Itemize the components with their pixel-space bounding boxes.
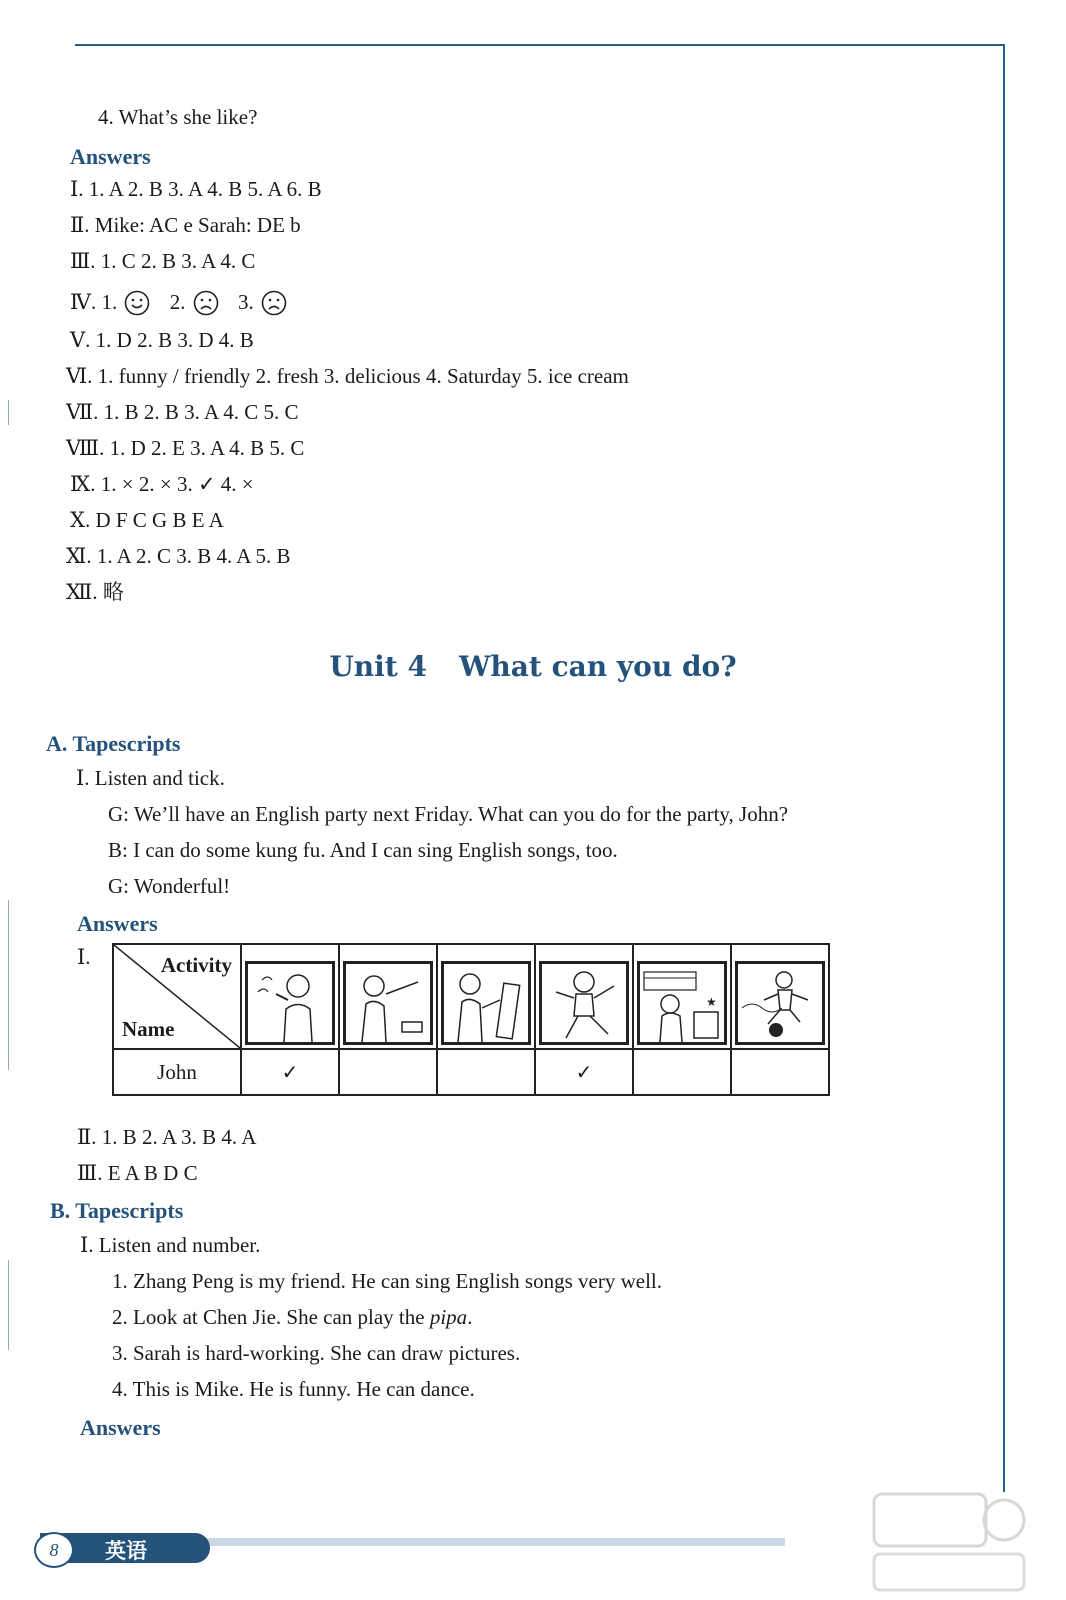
tick-cell <box>339 1049 437 1095</box>
answer-line-4-num3: 3. <box>237 290 254 314</box>
kitchen-icon <box>640 964 724 1042</box>
answer-line-9: Ⅸ. 1. × 2. × 3. ✓ 4. × <box>70 472 254 496</box>
section-b-item1: Ⅰ. Listen and number. <box>80 1233 261 1257</box>
pipa-word: pipa <box>429 1305 468 1329</box>
answer-line-10: Ⅹ. D F C G B E A <box>70 508 224 532</box>
top-question: 4. What’s she like? <box>98 105 258 129</box>
margin-mark <box>8 900 9 1070</box>
margin-mark <box>8 400 9 425</box>
answer-line-8: Ⅷ. 1. D 2. E 3. A 4. B 5. C <box>66 436 305 460</box>
cooking-icon <box>346 964 430 1042</box>
header-name: Name <box>122 1017 175 1041</box>
footer-line <box>200 1538 785 1546</box>
tick-cell <box>437 1049 535 1095</box>
answer-line-7: Ⅶ. 1. B 2. B 3. A 4. C 5. C <box>66 400 299 424</box>
section-b-line-2-text: 2. Look at Chen Jie. She can play the <box>112 1305 430 1329</box>
section-b-heading: B. Tapescripts <box>50 1198 184 1223</box>
section-a-answers-heading: Answers <box>77 911 158 936</box>
section-a-line-1: G: We’ll have an English party next Friday. What can you do for the party, John? <box>108 802 789 826</box>
drawing-icon <box>444 964 528 1042</box>
right-rule <box>1003 44 1005 1492</box>
section-b-line-2-end: . <box>467 1305 473 1329</box>
answer-line-6: Ⅵ. 1. funny / friendly 2. fresh 3. delicious 4. Saturday 5. ice cream <box>66 364 629 388</box>
section-a-answer-2: Ⅱ. 1. B 2. A 3. B 4. A <box>77 1125 257 1149</box>
section-a-line-2: B: I can do some kung fu. And I can sing English songs, too. <box>108 838 618 862</box>
sad-face-icon <box>193 290 219 316</box>
happy-face-icon <box>124 290 150 316</box>
activity-pic-draw <box>437 944 535 1049</box>
answer-line-2: Ⅱ. Mike: AC e Sarah: DE b <box>70 213 301 237</box>
answer-line-4-num2: 2. <box>169 290 186 314</box>
tick-cell <box>633 1049 731 1095</box>
activity-pic-football <box>731 944 829 1049</box>
activity-pic-cook <box>339 944 437 1049</box>
subject-label: 英语 <box>105 1539 147 1563</box>
section-a-item1: Ⅰ. Listen and tick. <box>76 766 225 790</box>
section-b-line-2 <box>112 1306 472 1329</box>
table-label: Ⅰ. <box>77 945 91 969</box>
margin-mark <box>8 1260 9 1350</box>
row-name-john: John <box>113 1049 241 1095</box>
answer-line-5: Ⅴ. 1. D 2. B 3. D 4. B <box>70 328 254 352</box>
section-b-answers-heading: Answers <box>80 1415 161 1440</box>
activity-pic-cook-2 <box>633 944 731 1049</box>
svg-text:★: ★ <box>706 994 717 1009</box>
unit-name: What can you do? <box>458 650 737 683</box>
kung-fu-icon <box>542 964 626 1042</box>
table-corner <box>113 944 241 1049</box>
section-a-answer-3: Ⅲ. E A B D C <box>77 1161 198 1185</box>
section-b-line-4: 4. This is Mike. He is funny. He can dance. <box>112 1377 475 1401</box>
unit-number: Unit 4 <box>329 650 427 683</box>
watermark-logo-icon <box>870 1488 1030 1598</box>
answer-line-4-prefix: Ⅳ. 1. <box>70 290 118 314</box>
football-icon <box>738 964 822 1042</box>
activity-table <box>112 943 830 1096</box>
answer-line-3: Ⅲ. 1. C 2. B 3. A 4. C <box>70 249 256 273</box>
section-a-line-3: G: Wonderful! <box>108 874 231 898</box>
top-rule <box>75 44 1005 46</box>
sad-face-icon <box>261 290 287 316</box>
section-b-line-1: 1. Zhang Peng is my friend. He can sing English songs very well. <box>112 1269 662 1293</box>
answers-heading: Answers <box>70 144 151 169</box>
activity-pic-kung-fu <box>535 944 633 1049</box>
tick-cell: ✓ <box>535 1049 633 1095</box>
singing-icon <box>248 964 332 1042</box>
answer-line-4 <box>70 290 287 316</box>
section-b-line-3: 3. Sarah is hard-working. She can draw pictures. <box>112 1341 521 1365</box>
header-activity: Activity <box>160 953 232 977</box>
page-number: 8 <box>34 1532 74 1568</box>
answer-line-12: Ⅻ. 略 <box>66 580 124 604</box>
unit-title <box>0 650 1066 683</box>
tick-cell <box>731 1049 829 1095</box>
activity-pic-sing <box>241 944 339 1049</box>
tick-cell: ✓ <box>241 1049 339 1095</box>
section-a-heading: A. Tapescripts <box>46 731 181 756</box>
answer-line-1: Ⅰ. 1. A 2. B 3. A 4. B 5. A 6. B <box>70 177 322 201</box>
answer-line-11: Ⅺ. 1. A 2. C 3. B 4. A 5. B <box>66 544 291 568</box>
